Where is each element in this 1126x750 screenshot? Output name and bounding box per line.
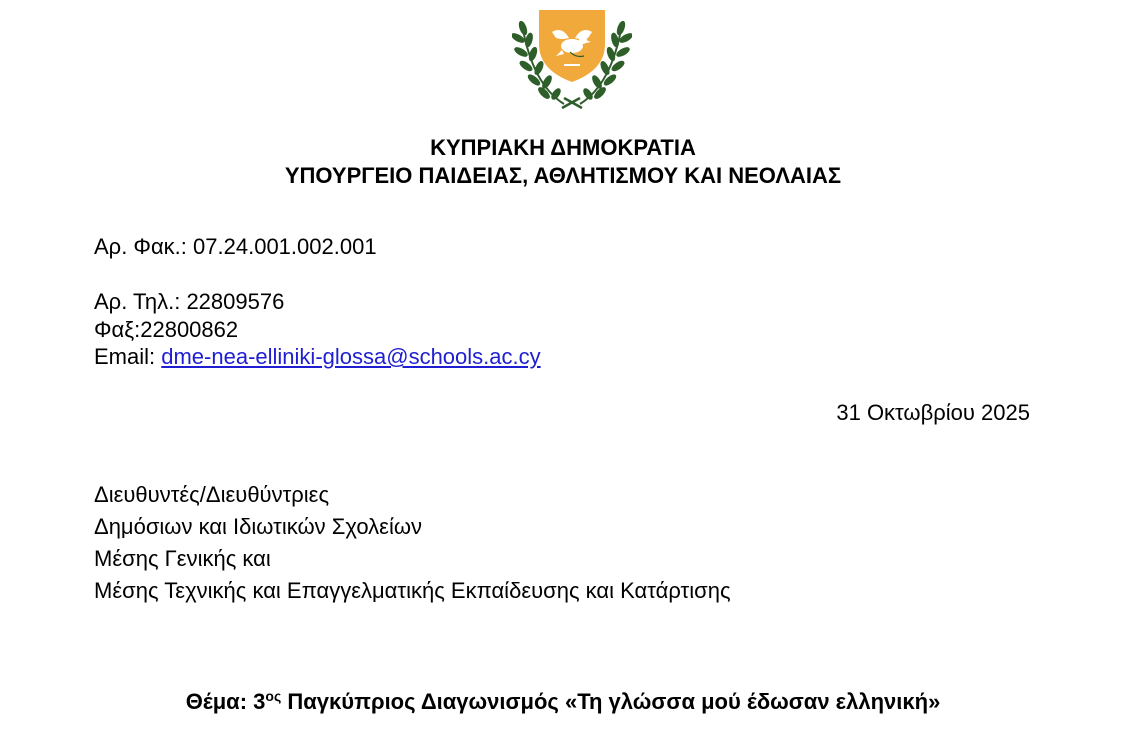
recipient-line: Δημόσιων και Ιδιωτικών Σχολείων (94, 514, 423, 539)
fax-value: 22800862 (140, 317, 239, 342)
ministry-name: ΥΠΟΥΡΓΕΙΟ ΠΑΙΔΕΙΑΣ, ΑΘΛΗΤΙΣΜΟΥ ΚΑΙ ΝΕΟΛΑΙΑΣ (284, 163, 842, 188)
letter-date: 31 Οκτωβρίου 2025 (836, 400, 1030, 425)
coat-of-arms-icon (512, 4, 632, 114)
letterhead (0, 134, 1126, 190)
recipient-line: Μέσης Γενικής και (94, 546, 271, 571)
subject-line (0, 688, 1126, 716)
fax-label: Φαξ: (94, 317, 141, 342)
file-ref-value: 07.24.001.002.001 (193, 234, 377, 259)
email-label: Email: (94, 344, 156, 369)
phone-value: 22809576 (186, 289, 285, 314)
subject-ordinal: $3^{o\varsigma}$ (253, 688, 282, 714)
file-ref-label: Αρ. Φακ.: (94, 234, 187, 259)
country-name: ΚΥΠΡΙΑΚΗ ΔΗΜΟΚΡΑΤΙΑ (430, 135, 696, 160)
file-reference (94, 233, 377, 261)
subject-label: Θέμα: (185, 689, 248, 714)
email-line (94, 343, 541, 371)
recipient-line: Μέσης Τεχνικής και Επαγγελματικής Εκπαίδευσης και Κατάρτισης (94, 578, 731, 603)
email-link[interactable]: dme-nea-elliniki-glossa@schools.ac.cy (161, 344, 541, 369)
phone-label: Αρ. Τηλ.: (94, 289, 181, 314)
phone-line (94, 288, 284, 316)
recipient-line: Διευθυντές/Διευθύντριες (94, 482, 330, 507)
fax-line (94, 316, 238, 344)
subject-title: Παγκύπριος Διαγωνισμός «Τη γλώσσα μού έδωσαν ελληνική» (287, 689, 941, 714)
